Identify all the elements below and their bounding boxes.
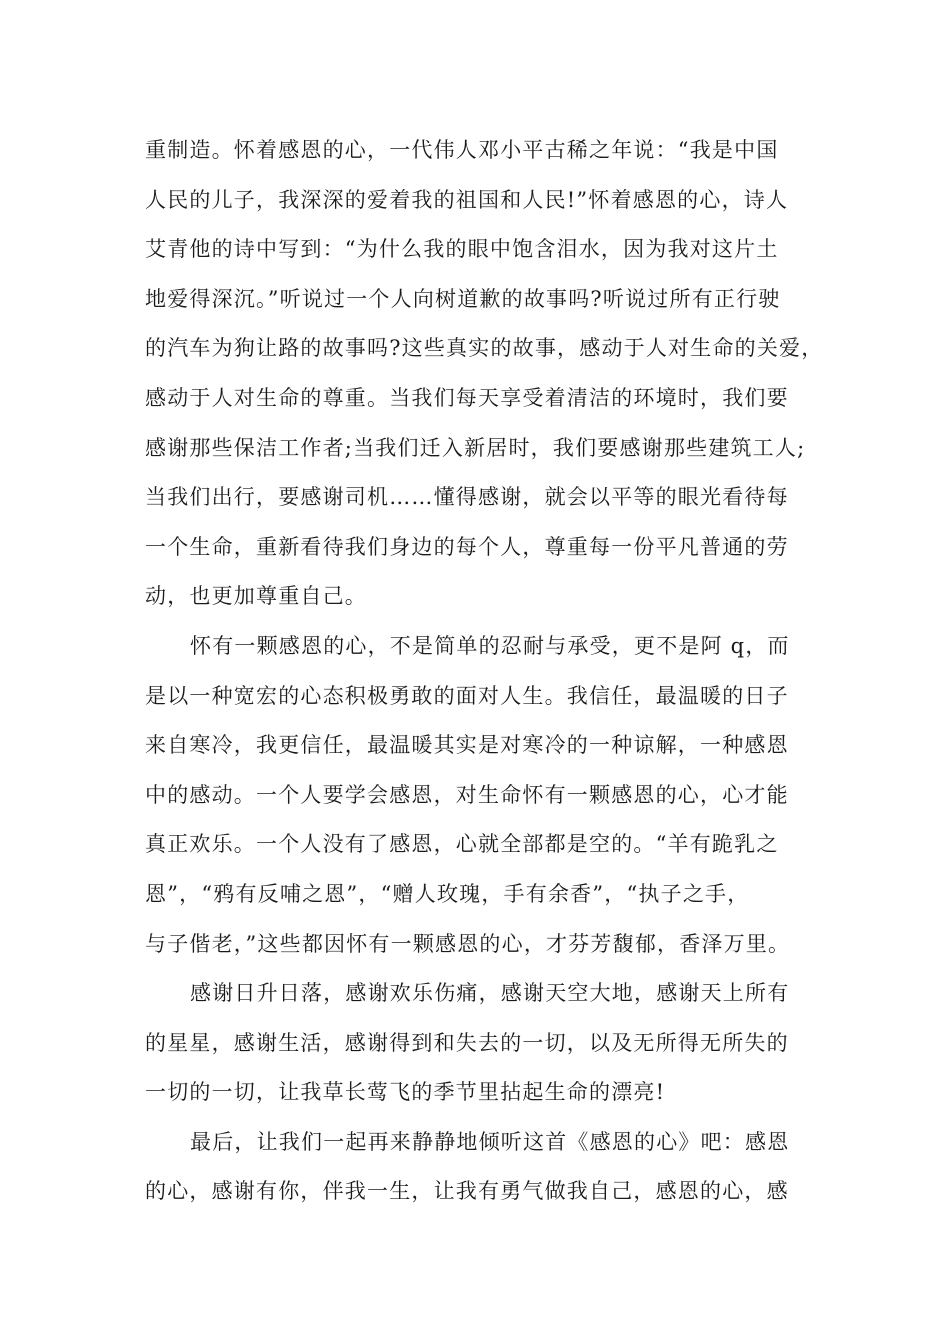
text-line: 与子偕老，”这些都因怀有一颗感恩的心，才芬芳馥郁，香泽万里。 bbox=[145, 931, 791, 956]
text-line: 人民的儿子，我深深的爱着我的祖国和人民!”怀着感恩的心，诗人 bbox=[145, 187, 789, 212]
text-line: 的汽车为狗让路的故事吗?这些真实的故事，感动于人对生命的关爱， bbox=[145, 336, 824, 361]
paragraph-start-line: 怀有一颗感恩的心，不是简单的忍耐与承受，更不是阿 q，而 bbox=[190, 633, 790, 658]
text-line: 当我们出行，要感谢司机……懂得感谢，就会以平等的眼光看待每 bbox=[145, 485, 789, 510]
text-line: 恩”，“鸦有反哺之恩”，“赠人玫瑰，手有余香”，“执子之手， bbox=[145, 881, 750, 906]
text-line: 来自寒冷，我更信任，最温暖其实是对寒冷的一种谅解，一种感恩 bbox=[145, 733, 789, 758]
text-line: 感动于人对生命的尊重。当我们每天享受着清洁的环境时，我们要 bbox=[145, 385, 789, 410]
body-text bbox=[145, 126, 824, 1217]
text-line: 动，也更加尊重自己。 bbox=[145, 584, 367, 609]
text-line: 是以一种宽宏的心态积极勇敢的面对人生。我信任，最温暖的日子 bbox=[145, 683, 789, 708]
paragraph-start-line: 最后，让我们一起再来静静地倾听这首《感恩的心》吧：感恩 bbox=[190, 1129, 790, 1154]
text-line: 地爱得深沉。”听说过一个人向树道歉的故事吗?听说过所有正行驶 bbox=[145, 286, 781, 311]
text-line: 真正欢乐。一个人没有了感恩，心就全部都是空的。“羊有跪乳之 bbox=[145, 832, 779, 857]
text-line: 艾青他的诗中写到：“为什么我的眼中饱含泪水，因为我对这片土 bbox=[145, 237, 779, 262]
text-line: 的心，感谢有你，伴我一生，让我有勇气做我自己，感恩的心，感 bbox=[145, 1179, 789, 1204]
paragraph-start-line: 感谢日升日落，感谢欢乐伤痛，感谢天空大地，感谢天上所有 bbox=[190, 981, 790, 1006]
text-line: 中的感动。一个人要学会感恩，对生命怀有一颗感恩的心，心才能 bbox=[145, 782, 789, 807]
text-line: 的星星，感谢生活，感谢得到和失去的一切，以及无所得无所失的 bbox=[145, 1030, 789, 1055]
text-line: 重制造。怀着感恩的心，一代伟人邓小平古稀之年说：“我是中国 bbox=[145, 138, 779, 162]
text-line: 一切的一切，让我草长莺飞的季节里拈起生命的漂亮! bbox=[145, 1080, 666, 1105]
text-line: 一个生命，重新看待我们身边的每个人，尊重每一份平凡普通的劳 bbox=[145, 534, 789, 559]
text-line: 感谢那些保洁工作者;当我们迁入新居时，我们要感谢那些建筑工人; bbox=[145, 435, 806, 460]
